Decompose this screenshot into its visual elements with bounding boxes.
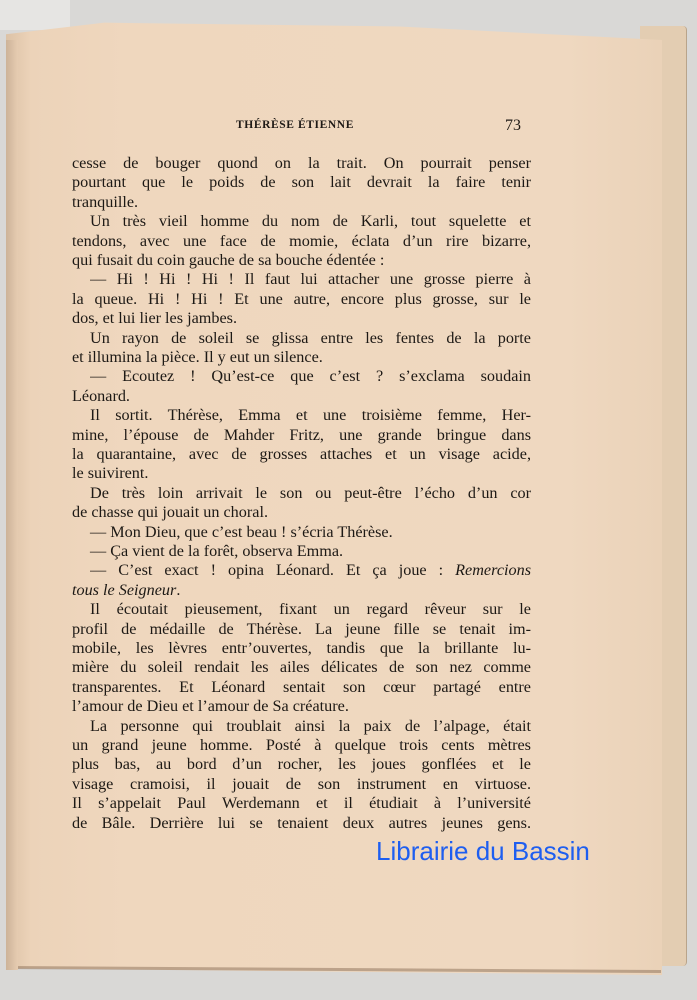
text-line bbox=[72, 308, 531, 328]
line-text: profil de médaille de Thérèse. La jeune fille se tenait im- bbox=[72, 619, 531, 638]
line-text: . bbox=[176, 580, 181, 599]
line-text: pourtant que le poids de son lait devrait la faire tenir bbox=[72, 173, 531, 192]
text-line bbox=[90, 269, 531, 289]
text-line bbox=[72, 677, 531, 697]
line-text: et illumina la pièce. Il y eut un silence. bbox=[72, 348, 323, 366]
text-line bbox=[72, 153, 531, 173]
background-label bbox=[0, 0, 70, 30]
running-title: THÉRÈSE ÉTIENNE bbox=[236, 119, 354, 131]
line-text: mière du soleil rendait les ailes délicates de son nez comme bbox=[72, 658, 531, 677]
line-text: qui fusait du coin gauche de sa bouche édentée : bbox=[72, 251, 385, 269]
line-text: de Bâle. Derrière lui se tenaient deux autres jeunes gens. bbox=[72, 813, 531, 832]
text-line bbox=[72, 754, 531, 774]
line-text: l’amour de Dieu et l’amour de Sa créature. bbox=[72, 697, 349, 716]
line-text: — Hi ! Hi ! Hi ! Il faut lui attacher une grosse pierre à bbox=[90, 270, 531, 289]
text-line bbox=[90, 211, 531, 231]
text-line bbox=[72, 696, 531, 716]
line-text: visage cramoisi, il jouait de son instrument en virtuose. bbox=[72, 774, 531, 793]
line-text: de chasse qui jouait un choral. bbox=[72, 503, 268, 522]
text-line bbox=[90, 599, 531, 619]
line-text: — Ecoutez ! Qu’est-ce que c’est ? s’exclama soudain bbox=[90, 367, 531, 386]
line-text: — Mon Dieu, que c’est beau ! s’écria Thérèse. bbox=[90, 522, 393, 541]
text-line bbox=[90, 328, 531, 348]
line-text: le suivirent. bbox=[72, 464, 149, 483]
text-line bbox=[72, 774, 531, 794]
text-line bbox=[90, 560, 531, 580]
line-text: un grand jeune homme. Posté à quelque trois cents mètres bbox=[72, 736, 531, 754]
text-line bbox=[72, 289, 531, 309]
text-line bbox=[90, 405, 531, 425]
text-line bbox=[90, 522, 531, 542]
line-text: mine, l’épouse de Mahder Fritz, une grande bringue dans bbox=[72, 425, 531, 444]
text-line bbox=[72, 735, 531, 755]
line-text: la quarantaine, avec de grosses attaches et un visage acide, bbox=[72, 445, 531, 463]
line-text: Léonard. bbox=[72, 386, 130, 405]
text-line bbox=[72, 425, 531, 445]
text-line bbox=[72, 231, 531, 251]
page-number: 73 bbox=[505, 117, 521, 134]
line-text: Il écoutait pieusement, fixant un regard rêveur sur le bbox=[90, 600, 531, 619]
text-line bbox=[72, 502, 531, 522]
text-line bbox=[72, 463, 531, 483]
text-line bbox=[90, 366, 531, 386]
text-line bbox=[90, 483, 531, 503]
text-line bbox=[72, 619, 531, 639]
line-text: tendons, avec une face de momie, éclata d’un rire bizarre, bbox=[72, 231, 531, 250]
text-line bbox=[72, 580, 531, 600]
text-line bbox=[72, 250, 531, 270]
line-text: tranquille. bbox=[72, 192, 139, 211]
text-line bbox=[72, 793, 531, 813]
line-text: la queue. Hi ! Hi ! Et une autre, encore plus grosse, sur le bbox=[72, 289, 531, 308]
line-text: Il sortit. Thérèse, Emma et une troisième femme, Her- bbox=[90, 406, 531, 425]
line-text: mobile, les lèvres entr’ouvertes, tandis que la brillante lu- bbox=[72, 639, 531, 657]
line-text: De très loin arrivait le son ou peut-être l’écho d’un cor bbox=[90, 483, 531, 502]
line-text: cesse de bouger quond on la trait. On pourrait penser bbox=[72, 154, 531, 172]
text-line bbox=[72, 444, 531, 464]
text-line bbox=[90, 541, 531, 561]
text-line bbox=[72, 347, 531, 367]
line-text: — Ça vient de la forêt, observa Emma. bbox=[90, 542, 344, 560]
text-line bbox=[72, 172, 531, 192]
line-text: — C’est exact ! opina Léonard. Et ça joue : bbox=[90, 561, 456, 580]
watermark: Librairie du Bassin bbox=[376, 836, 590, 866]
text-line bbox=[90, 716, 531, 736]
line-text: Un rayon de soleil se glissa entre les fentes de la porte bbox=[90, 328, 531, 347]
line-text: plus bas, au bord d’un rocher, les joues gonflées et le bbox=[72, 755, 531, 774]
italic-text: Remercions bbox=[455, 561, 531, 580]
line-text: Il s’appelait Paul Werdemann et il étudiait à l’université bbox=[72, 794, 531, 813]
text-line bbox=[72, 638, 531, 658]
line-text: dos, et lui lier les jambes. bbox=[72, 309, 237, 328]
page-gutter bbox=[6, 40, 18, 970]
text-line bbox=[72, 813, 531, 833]
text-line bbox=[72, 192, 531, 212]
line-text: La personne qui troublait ainsi la paix de l’alpage, était bbox=[90, 716, 531, 735]
italic-text: tous le Seigneur bbox=[72, 580, 177, 599]
line-text: Un très vieil homme du nom de Karli, tout squelette et bbox=[90, 212, 531, 231]
text-line bbox=[72, 657, 531, 677]
text-line bbox=[72, 386, 531, 406]
line-text: transparentes. Et Léonard sentait son cœur partagé entre bbox=[72, 677, 531, 696]
